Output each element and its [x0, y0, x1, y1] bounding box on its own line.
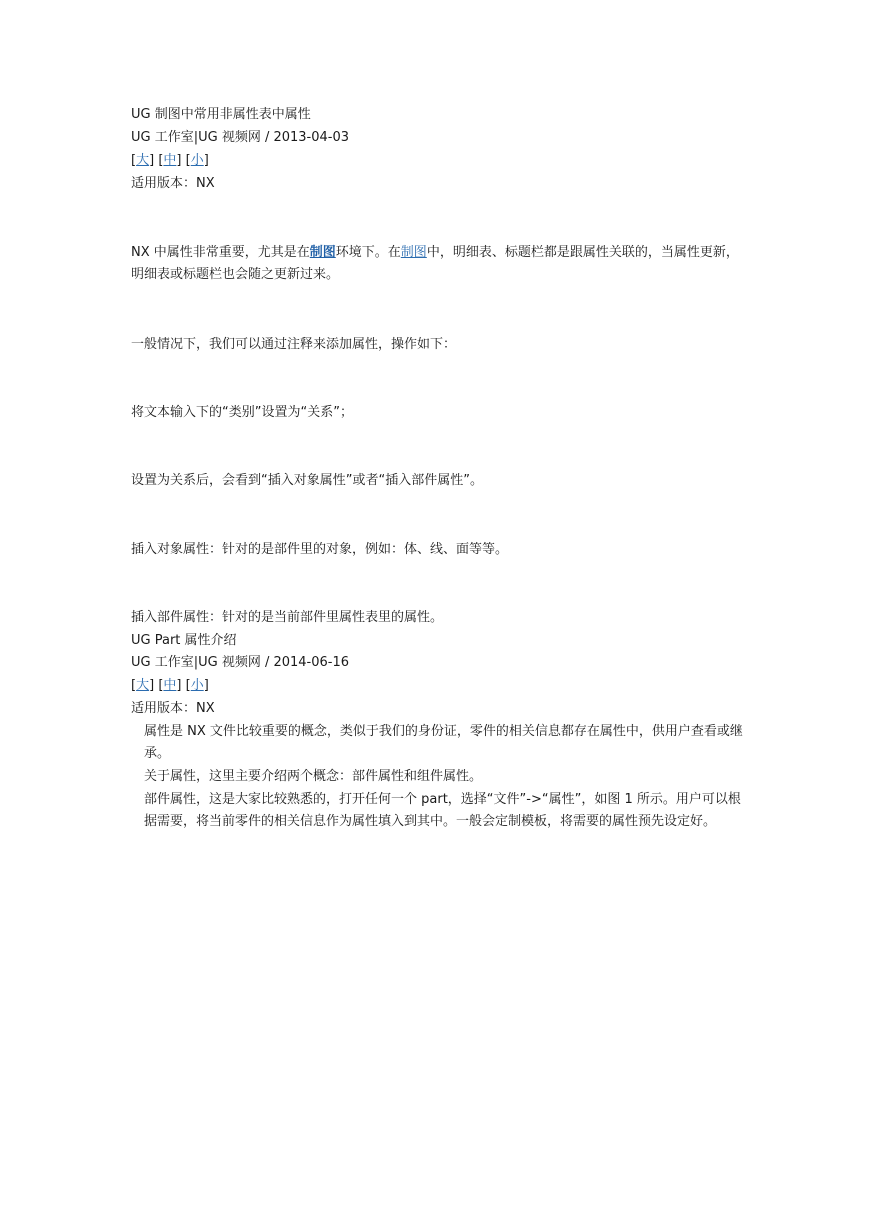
- article1-font-size-links: [大] [中] [小]: [131, 153, 209, 168]
- font-size-small-link[interactable]: 小: [190, 153, 204, 168]
- article1-paragraph-5: 插入对象属性：针对的是部件里的对象，例如：体、线、面等等。: [131, 542, 509, 557]
- font-size-small-link[interactable]: 小: [190, 678, 204, 693]
- article2-title: UG Part 属性介绍: [131, 633, 237, 648]
- article1-paragraph-4: 设置为关系后，会看到“插入对象属性”或者“插入部件属性”。: [131, 473, 483, 488]
- article2-paragraph-3: 部件属性，这是大家比较熟悉的，打开任何一个 part，选择“文件”->“属性”，如图 1 所示。用户可以根据需要，将当前零件的相关信息作为属性填入到其中。一般会定制模板，将需要的属性预先设定好。: [144, 792, 741, 829]
- article1-paragraph-3: 将文本输入下的“类别”设置为“关系”；: [131, 405, 353, 420]
- font-size-medium-link[interactable]: 中: [163, 678, 177, 693]
- article1-paragraph-6: 插入部件属性：针对的是当前部件里属性表里的属性。: [131, 610, 444, 625]
- drafting-link-2[interactable]: 制图: [400, 245, 427, 260]
- article2-version: 适用版本：NX: [131, 701, 215, 716]
- article1-source: UG 工作室|UG 视频网 / 2013-04-03: [131, 130, 350, 145]
- font-size-large-link[interactable]: 大: [136, 678, 150, 693]
- article1-title: UG 制图中常用非属性表中属性: [131, 107, 311, 122]
- font-size-large-link[interactable]: 大: [136, 153, 150, 168]
- article2-paragraph-2: 关于属性，这里主要介绍两个概念：部件属性和组件属性。: [144, 769, 483, 784]
- article1-paragraph-2: 一般情况下，我们可以通过注释来添加属性，操作如下：: [131, 337, 457, 352]
- article2-font-size-links: [大] [中] [小]: [131, 678, 209, 693]
- article2-paragraph-1: 属性是 NX 文件比较重要的概念，类似于我们的身份证，零件的相关信息都存在属性中，供用户查看或继承。: [144, 724, 743, 761]
- drafting-link-1[interactable]: 制图: [309, 245, 336, 260]
- article1-paragraph-1: NX 中属性非常重要，尤其是在制图环境下。在制图中，明细表、标题栏都是跟属性关联的，当属性更新，明细表或标题栏也会随之更新过来。: [131, 245, 739, 282]
- article1-version: 适用版本：NX: [131, 176, 215, 191]
- font-size-medium-link[interactable]: 中: [163, 153, 177, 168]
- article2-source: UG 工作室|UG 视频网 / 2014-06-16: [131, 655, 350, 670]
